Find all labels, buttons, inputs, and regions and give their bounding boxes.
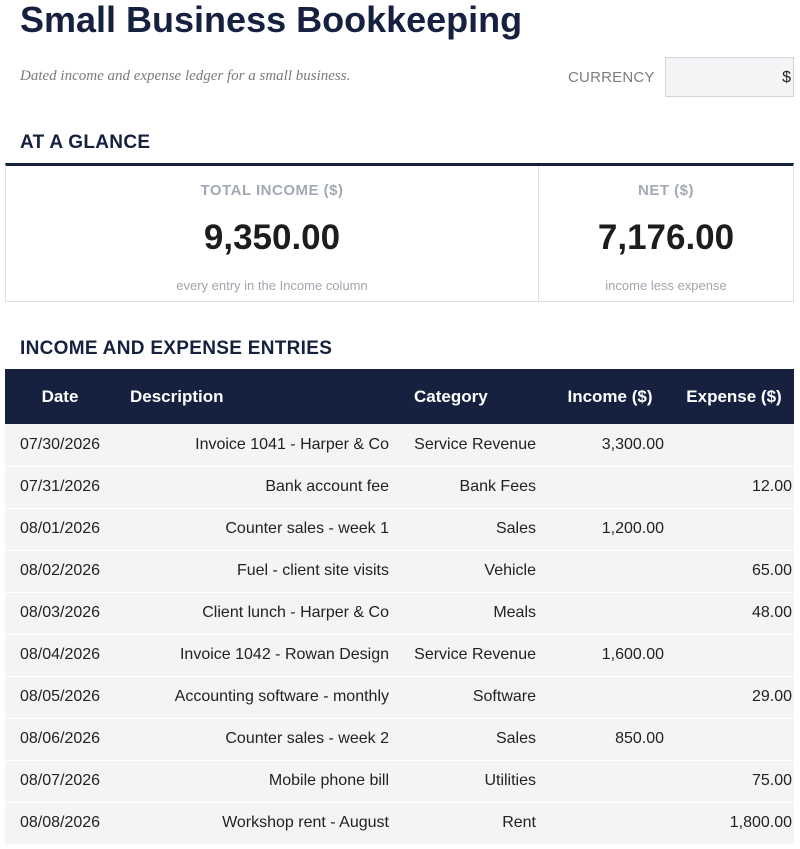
table-row[interactable]: [5, 466, 794, 508]
cell-expense[interactable]: [674, 718, 794, 760]
cell-expense[interactable]: [674, 634, 794, 676]
cell-category[interactable]: Service Revenue: [414, 435, 536, 453]
table-row[interactable]: [5, 592, 794, 634]
cell-expense[interactable]: [674, 424, 794, 466]
cell-date[interactable]: 08/08/2026: [19, 814, 101, 831]
page-subtitle: Dated income and expense ledger for a small business.: [20, 68, 351, 84]
cell-expense[interactable]: 1,800.00: [729, 814, 792, 831]
cell-income[interactable]: [546, 466, 674, 508]
cell-description[interactable]: Counter sales - week 1: [225, 520, 389, 537]
cell-category[interactable]: Vehicle: [484, 562, 536, 579]
cell-category[interactable]: Utilities: [484, 772, 536, 789]
cell-description[interactable]: Invoice 1042 - Rowan Design: [179, 646, 389, 663]
cell-date[interactable]: 07/30/2026: [19, 435, 101, 453]
table-row[interactable]: [5, 634, 794, 676]
column-header-expense[interactable]: Expense ($): [686, 386, 782, 406]
cell-income[interactable]: 1,600.00: [601, 646, 664, 663]
cell-expense[interactable]: 12.00: [751, 478, 792, 495]
cell-income[interactable]: [546, 550, 674, 592]
page-title: Small Business Bookkeeping: [20, 0, 523, 40]
cell-category[interactable]: Sales: [495, 730, 536, 747]
cell-description[interactable]: Workshop rent - August: [222, 814, 389, 831]
cell-date[interactable]: 08/02/2026: [19, 562, 101, 579]
cell-income[interactable]: [546, 592, 674, 634]
cell-income[interactable]: 850.00: [615, 730, 664, 747]
cell-income[interactable]: 3,300.00: [601, 435, 664, 453]
cell-description[interactable]: Accounting software - monthly: [174, 688, 389, 705]
table-row[interactable]: [5, 802, 794, 844]
cell-expense[interactable]: 29.00: [751, 688, 792, 705]
net-value: 7,176.00: [597, 218, 735, 257]
total-income-label: TOTAL INCOME ($): [200, 182, 344, 199]
table-row[interactable]: [5, 676, 794, 718]
cell-date[interactable]: 08/05/2026: [19, 688, 101, 705]
cell-description[interactable]: Mobile phone bill: [268, 772, 389, 789]
entries-table: [5, 369, 794, 845]
cell-expense[interactable]: 75.00: [751, 772, 792, 789]
cell-category[interactable]: Rent: [502, 814, 536, 831]
cell-category[interactable]: Sales: [495, 520, 536, 537]
table-row[interactable]: [5, 508, 794, 550]
cell-category[interactable]: Service Revenue: [414, 646, 536, 663]
cell-income[interactable]: [546, 676, 674, 718]
cell-income[interactable]: [546, 760, 674, 802]
table-row[interactable]: [5, 718, 794, 760]
table-row[interactable]: [5, 550, 794, 592]
cell-description[interactable]: Client lunch - Harper & Co: [202, 604, 389, 621]
cell-category[interactable]: Bank Fees: [459, 478, 536, 495]
net-label: NET ($): [638, 182, 694, 199]
cell-category[interactable]: Meals: [493, 604, 536, 621]
cell-category[interactable]: Software: [472, 688, 536, 705]
at-a-glance-heading: AT A GLANCE: [20, 132, 151, 153]
currency-input[interactable]: $: [665, 57, 794, 97]
cell-expense[interactable]: [674, 508, 794, 550]
total-income-note: every entry in the Income column: [176, 278, 368, 293]
cell-description[interactable]: Bank account fee: [265, 478, 389, 495]
total-income-card: [6, 166, 539, 301]
column-header-description[interactable]: Description: [130, 386, 224, 406]
table-row[interactable]: [5, 424, 794, 466]
cell-income[interactable]: [546, 802, 674, 844]
cell-date[interactable]: 08/07/2026: [19, 772, 101, 789]
table-header-row: [5, 369, 794, 424]
cell-date[interactable]: 08/06/2026: [19, 730, 101, 747]
cell-date[interactable]: 08/03/2026: [19, 604, 101, 621]
cell-description[interactable]: Invoice 1041 - Harper & Co: [195, 435, 389, 453]
column-header-date[interactable]: Date: [41, 386, 79, 406]
total-income-value: 9,350.00: [203, 218, 341, 257]
cell-description[interactable]: Fuel - client site visits: [236, 562, 389, 579]
entries-heading: INCOME AND EXPENSE ENTRIES: [20, 338, 333, 359]
cell-income[interactable]: 1,200.00: [601, 520, 664, 537]
column-header-category[interactable]: Category: [414, 386, 488, 406]
cell-expense[interactable]: 65.00: [751, 562, 792, 579]
cell-date[interactable]: 07/31/2026: [19, 478, 101, 495]
table-row[interactable]: [5, 760, 794, 802]
at-a-glance-panel: [5, 163, 794, 302]
net-card: [539, 166, 793, 301]
currency-label: CURRENCY: [568, 69, 655, 86]
cell-description[interactable]: Counter sales - week 2: [225, 730, 389, 747]
cell-date[interactable]: 08/04/2026: [19, 646, 101, 663]
net-note: income less expense: [605, 278, 727, 293]
cell-expense[interactable]: 48.00: [751, 604, 792, 621]
column-header-income[interactable]: Income ($): [567, 386, 653, 406]
cell-date[interactable]: 08/01/2026: [19, 520, 101, 537]
